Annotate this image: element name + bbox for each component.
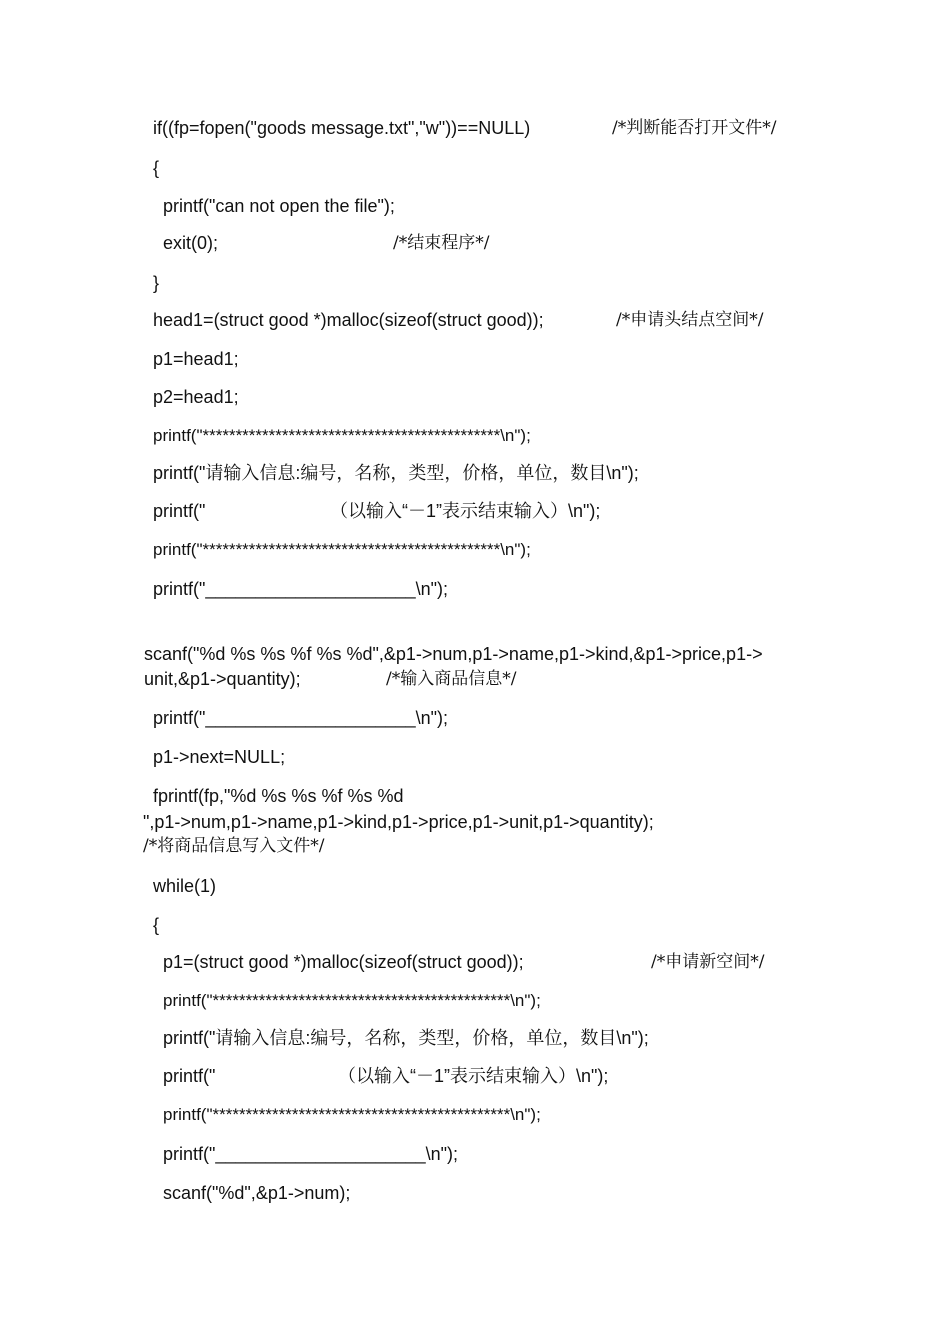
code-comment: /*申请头结点空间*/ (616, 310, 764, 330)
code-line: { (153, 158, 160, 178)
code-comment: /*申请新空间*/ (651, 952, 765, 972)
code-line: printf("_____________________\n"); (153, 579, 449, 599)
code-line: printf("_____________________\n"); (153, 708, 449, 728)
code-comment: /*结束程序*/ (393, 233, 490, 253)
code-line: p2=head1; (153, 387, 239, 407)
code-line: printf("*********************************************\n"); (163, 1105, 541, 1124)
code-comment: /*输入商品信息*/ (386, 669, 517, 689)
code-line: printf(" (163, 1066, 216, 1086)
code-comment: /*判断能否打开文件*/ (612, 118, 777, 138)
code-line: head1=(struct good *)malloc(sizeof(struct good)); (153, 310, 544, 330)
code-line: printf("*********************************************\n"); (163, 991, 541, 1010)
code-line-cont: （以输入“－1”表示结束输入）\n"); (338, 1066, 609, 1086)
code-line: scanf("%d %s %s %f %s %d",&p1->num,p1->name,p1->kind,&p1->price,p1-> (144, 644, 763, 664)
code-line: if((fp=fopen("goods message.txt","w"))==NULL) (153, 118, 531, 138)
code-line: printf("请输入信息:编号，名称，类型，价格，单位，数目\n"); (163, 1028, 649, 1048)
code-line: printf("_____________________\n"); (163, 1144, 459, 1164)
code-line: printf(" (153, 501, 206, 521)
code-line: p1=(struct good *)malloc(sizeof(struct good)); (163, 952, 524, 972)
code-line: p1=head1; (153, 349, 239, 369)
code-line: exit(0); (163, 233, 219, 253)
code-line: } (153, 273, 160, 293)
code-line: scanf("%d",&p1->num); (163, 1183, 351, 1203)
code-line: printf("请输入信息:编号，名称，类型，价格，单位，数目\n"); (153, 463, 639, 483)
code-line: while(1) (153, 876, 217, 896)
code-line-cont: （以输入“－1”表示结束输入）\n"); (330, 501, 601, 521)
code-line: printf("*********************************************\n"); (153, 540, 531, 559)
code-line: p1->next=NULL; (153, 747, 286, 767)
code-line: { (153, 915, 160, 935)
code-line: printf("*********************************************\n"); (153, 426, 531, 445)
code-line: unit,&p1->quantity); (144, 669, 301, 689)
code-line: ",p1->num,p1->name,p1->kind,p1->price,p1->unit,p1->quantity); (143, 812, 654, 832)
code-comment: /*将商品信息写入文件*/ (143, 836, 325, 856)
code-line: printf("can not open the file"); (163, 196, 395, 216)
code-line: fprintf(fp,"%d %s %s %f %s %d (153, 786, 404, 806)
